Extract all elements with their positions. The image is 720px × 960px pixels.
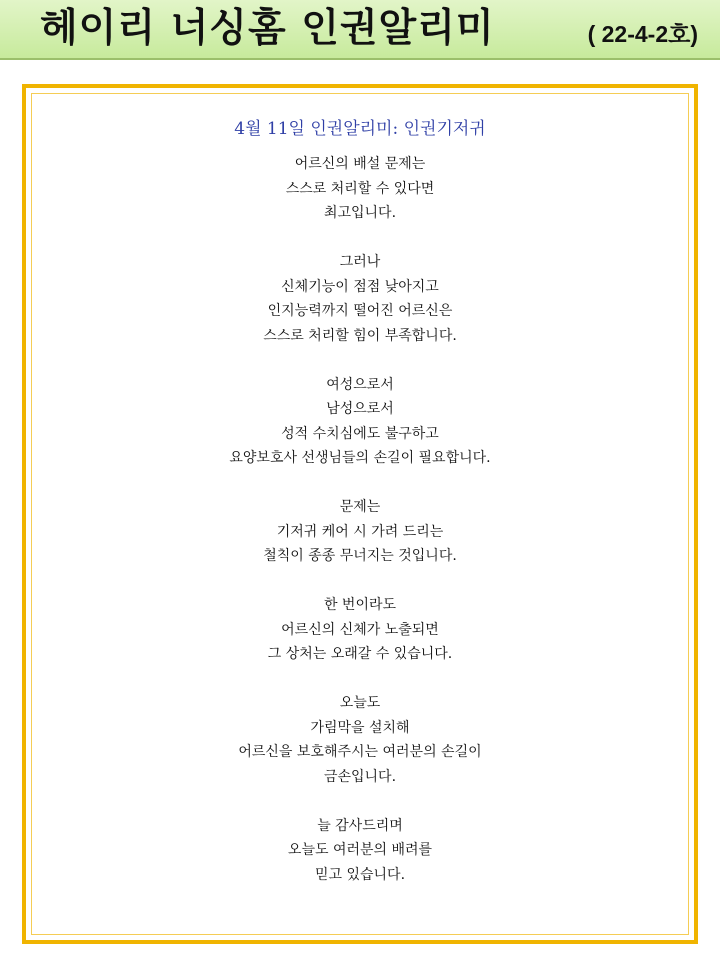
paragraph-line: 금손입니다.: [323, 768, 397, 785]
paragraph-line: 문제는: [339, 499, 381, 515]
paragraph: [0, 495, 720, 569]
paragraph-line: 오늘도: [339, 695, 381, 711]
paragraph: [0, 691, 720, 789]
header-banner: [0, 0, 720, 60]
paragraph-line: 늘 감사드리며: [317, 817, 403, 834]
paragraph-line: 여성으로서: [326, 376, 394, 393]
paragraph-line: 신체기능이 점점 낮아지고: [281, 278, 439, 295]
paragraph-line: 한 번이라도: [323, 597, 397, 613]
paragraph-line: 스스로 처리할 수 있다면: [285, 180, 435, 197]
paragraph-line: 오늘도 여러분의 배려를: [287, 842, 433, 858]
paragraph-line: 기저귀 케어 시 가려 드리는: [276, 523, 444, 540]
paragraph-line: 최고입니다.: [323, 205, 397, 221]
paragraph-line: 그 상처는 오래갈 수 있습니다.: [267, 646, 453, 662]
paragraph-line: 어르신의 신체가 노출되면: [281, 621, 439, 638]
paragraph-line: 철칙이 종종 무너지는 것입니다.: [263, 548, 457, 564]
paragraph-line: 어르신을 보호해주시는 여러분의 손길이: [238, 744, 482, 760]
paragraph-line: 가림막을 설치해: [310, 719, 410, 736]
page-title: 헤이리 너싱홈 인권알리미: [40, 6, 495, 51]
paragraph: [0, 593, 720, 667]
paragraph: [0, 152, 720, 226]
paragraph-line: 인지능력까지 떨어진 어르신은: [267, 303, 453, 319]
document-body: [0, 152, 720, 912]
paragraph: [0, 250, 720, 348]
paragraph-line: 요양보호사 선생님들의 손길이 필요합니다.: [229, 450, 491, 466]
paragraph-line: 어르신의 배설 문제는: [294, 156, 426, 172]
paragraph: [0, 373, 720, 471]
issue-number: ( 22-4-2호): [587, 21, 698, 47]
paragraph-line: 그러나: [339, 254, 381, 270]
paragraph-line: 스스로 처리할 힘이 부족합니다.: [263, 327, 457, 344]
paragraph-line: 믿고 있습니다.: [314, 866, 406, 883]
paragraph: [0, 814, 720, 888]
paragraph-line: 성적 수치심에도 불구하고: [281, 425, 439, 442]
paragraph-line: 남성으로서: [326, 401, 394, 417]
document-title: 4월 11일 인권알리미: 인권기저귀: [234, 119, 486, 139]
